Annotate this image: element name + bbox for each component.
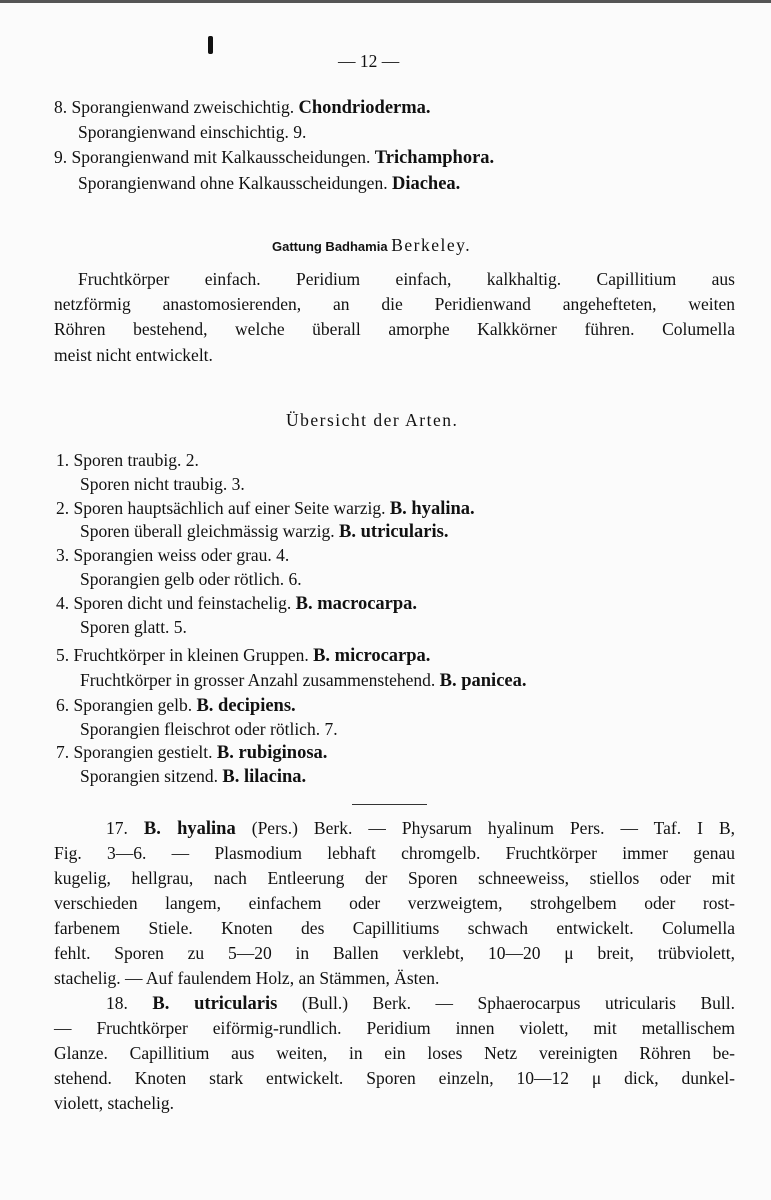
- text-segment: violett, stachelig.: [54, 1093, 175, 1113]
- text-line: [56, 497, 475, 520]
- text-line: [106, 817, 735, 840]
- text-segment: Sporen überall gleichmässig warzig.: [80, 521, 340, 541]
- text-line: [80, 616, 187, 638]
- text-line: [272, 234, 471, 258]
- text-line: [54, 293, 735, 315]
- text-segment: Glanze. Capillitium aus weiten, in ein loses Netz vereinigten Röhren be-: [54, 1043, 735, 1063]
- text-line: [54, 917, 735, 939]
- text-line: [80, 520, 449, 543]
- page-number: — 12 —: [338, 51, 400, 71]
- text-segment: Sporangien sitzend.: [80, 766, 223, 786]
- text-line: [78, 121, 306, 143]
- text-segment: 4. Sporen dicht und feinstachelig.: [56, 593, 296, 613]
- text-segment: 17.: [106, 818, 144, 838]
- text-line: [56, 592, 417, 615]
- text-segment: 1. Sporen traubig. 2.: [56, 450, 199, 470]
- species-name: B. hyalina.: [389, 499, 475, 519]
- text-segment: 6. Sporangien gelb.: [56, 695, 197, 715]
- text-line: [106, 992, 735, 1015]
- text-line: [54, 146, 494, 169]
- text-segment: Übersicht der Arten.: [286, 410, 459, 430]
- text-line: [54, 1092, 174, 1114]
- text-line: [56, 694, 296, 717]
- text-segment: Sporen nicht traubig. 3.: [80, 474, 245, 494]
- text-line: [54, 892, 735, 914]
- species-name: B. decipiens.: [196, 696, 296, 716]
- text-segment: Sporangien fleischrot oder rötlich. 7.: [80, 719, 338, 739]
- text-segment: Fruchtkörper in grosser Anzahl zusammenstehend.: [80, 670, 440, 690]
- text-segment: 7. Sporangien gestielt.: [56, 742, 217, 762]
- text-line: [54, 1017, 735, 1039]
- text-segment: 3. Sporangien weiss oder grau. 4.: [56, 545, 290, 565]
- text-line: [54, 867, 735, 889]
- species-name: B. panicea.: [439, 671, 527, 691]
- species-name: B. rubiginosa.: [216, 743, 328, 763]
- species-name: Trichamphora.: [374, 148, 495, 168]
- text-segment: netzförmig anastomosierenden, an die Peridienwand angehefteten, weiten: [54, 294, 735, 314]
- text-line: [54, 318, 735, 340]
- text-line: [54, 942, 735, 964]
- text-segment: verschieden langem, einfachem oder verzweigtem, strohgelbem oder rost-: [54, 893, 735, 913]
- text-segment: stehend. Knoten stark entwickelt. Sporen einzeln, 10—12 μ dick, dunkel-: [54, 1068, 735, 1088]
- text-segment: 8. Sporangienwand zweischichtig.: [54, 97, 299, 117]
- text-segment: Sporangien gelb oder rötlich. 6.: [80, 569, 302, 589]
- species-name: Chondrioderma.: [298, 98, 431, 118]
- text-segment: 18.: [106, 993, 153, 1013]
- text-segment: Sporangienwand ohne Kalkausscheidungen.: [78, 173, 392, 193]
- text-segment: (Pers.) Berk. — Physarum hyalinum Pers. — Taf. I B,: [235, 818, 735, 838]
- text-line: [54, 842, 735, 864]
- text-line: [80, 718, 338, 740]
- text-line: [80, 568, 302, 590]
- species-name: Diachea.: [391, 174, 461, 194]
- text-segment: Fig. 3—6. — Plasmodium lebhaft chromgelb. Fruchtkörper immer genau: [54, 843, 735, 863]
- species-name: B. utricularis: [152, 994, 278, 1014]
- text-line: [56, 644, 430, 667]
- species-name: B. lilacina.: [222, 767, 307, 787]
- text-line: [54, 344, 213, 366]
- text-segment: farbenem Stiele. Knoten des Capillitiums schwach entwickelt. Columella: [54, 918, 735, 938]
- text-line: [54, 1067, 735, 1089]
- species-name: B. utricularis.: [339, 522, 449, 542]
- text-line: [54, 96, 431, 119]
- text-segment: 5. Fruchtkörper in kleinen Gruppen.: [56, 645, 314, 665]
- text-segment: Sporangienwand einschichtig. 9.: [78, 122, 307, 142]
- species-name: B. microcarpa.: [313, 646, 431, 666]
- text-line: [56, 544, 289, 566]
- text-line: [80, 473, 245, 495]
- ink-mark: [208, 36, 213, 54]
- text-segment: meist nicht entwickelt.: [54, 345, 213, 365]
- text-line: [80, 669, 527, 692]
- text-segment: — Fruchtkörper eiförmig-rundlich. Peridium innen violett, mit metallischem: [54, 1018, 735, 1038]
- text-line: [78, 172, 460, 195]
- text-line: [56, 449, 199, 471]
- text-segment: 9. Sporangienwand mit Kalkausscheidungen.: [54, 147, 375, 167]
- text-line: [80, 765, 306, 788]
- species-name: B. macrocarpa.: [295, 594, 418, 614]
- text-segment: stachelig. — Auf faulendem Holz, an Stämmen, Ästen.: [54, 968, 440, 988]
- section-divider: [352, 804, 427, 805]
- species-name: B. hyalina: [143, 819, 236, 839]
- scan-edge: [0, 0, 771, 3]
- text-line: [54, 1042, 735, 1064]
- text-segment: Sporen glatt. 5.: [80, 617, 187, 637]
- text-line: [286, 409, 458, 431]
- text-line: [78, 268, 735, 290]
- text-segment: Gattung Badhamia: [272, 239, 392, 254]
- text-line: [54, 967, 439, 989]
- text-segment: (Bull.) Berk. — Sphaerocarpus utricularis Bull.: [277, 993, 735, 1013]
- text-segment: 2. Sporen hauptsächlich auf einer Seite warzig.: [56, 498, 390, 518]
- text-segment: Berkeley.: [391, 235, 472, 255]
- text-segment: kugelig, hellgrau, nach Entleerung der Sporen schneeweiss, stiellos oder mit: [54, 868, 735, 888]
- text-segment: Röhren bestehend, welche überall amorphe Kalkkörner führen. Columella: [54, 319, 735, 339]
- text-segment: Fruchtkörper einfach. Peridium einfach, kalkhaltig. Capillitium aus: [78, 269, 735, 289]
- text-line: [56, 741, 327, 764]
- text-segment: fehlt. Sporen zu 5—20 in Ballen verklebt, 10—20 μ breit, trübviolett,: [54, 943, 735, 963]
